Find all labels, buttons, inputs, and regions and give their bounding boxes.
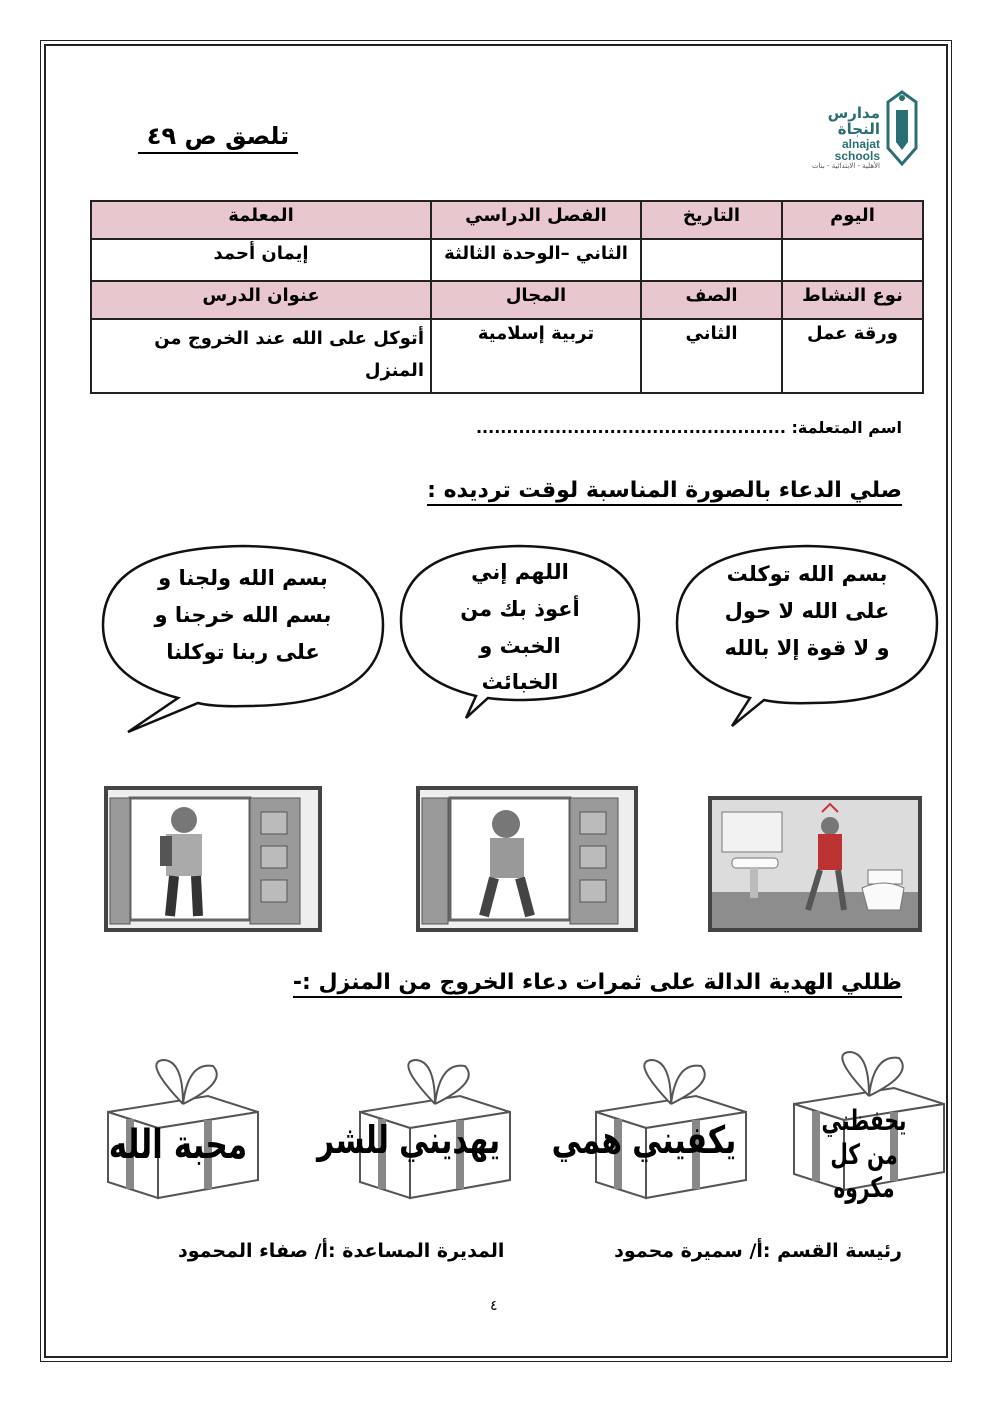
speech-bubble-2 bbox=[396, 540, 644, 720]
table-row bbox=[91, 281, 923, 319]
department-head-signature: رئيسة القسم :أ/ سميرة محمود bbox=[614, 1240, 902, 1262]
gift-box-2[interactable] bbox=[551, 1052, 756, 1202]
leaving-home-image bbox=[416, 786, 638, 932]
table-row bbox=[91, 201, 923, 239]
header-semester: الفصل الدراسي bbox=[431, 201, 641, 239]
value-lesson-title: أتوكل على الله عند الخروج من المنزل bbox=[91, 319, 431, 393]
value-day bbox=[782, 239, 923, 281]
student-name-line: ................................................... bbox=[475, 418, 786, 437]
header-date: التاريخ bbox=[641, 201, 782, 239]
school-logo bbox=[800, 88, 920, 168]
bubble-text-3: بسم الله ولجنا و بسم الله خرجنا و على ربنا توكلنا bbox=[154, 566, 332, 664]
value-semester: الثاني –الوحدة الثالثة bbox=[431, 239, 641, 281]
gift-label-4: محبة الله bbox=[108, 1122, 248, 1168]
header-day: اليوم bbox=[782, 201, 923, 239]
gift-box-3[interactable] bbox=[317, 1052, 520, 1202]
logo-subtitle: الأهلية - الابتدائية - بنات bbox=[812, 161, 880, 170]
logo-mark-icon bbox=[884, 88, 920, 168]
student-name-field[interactable] bbox=[476, 418, 902, 437]
header-teacher: المعلمة bbox=[91, 201, 431, 239]
value-teacher: إيمان أحمد bbox=[91, 239, 431, 281]
bubble-text-1: بسم الله توكلت على الله لا حول و لا قوة إلا بالله bbox=[724, 562, 890, 660]
value-grade: الثاني bbox=[641, 319, 782, 393]
speech-bubble-3 bbox=[98, 540, 388, 736]
gift-label-2: يكفيني همي bbox=[551, 1118, 737, 1162]
header-lesson-title: عنوان الدرس bbox=[91, 281, 431, 319]
value-activity-type: ورقة عمل bbox=[782, 319, 923, 393]
table-row bbox=[91, 239, 923, 281]
page-number: ٤ bbox=[490, 1298, 498, 1314]
lesson-info-table bbox=[90, 200, 924, 394]
gift-label-3: يهديني للشر bbox=[317, 1118, 501, 1162]
sticker-note: تلصق ص ٤٩ bbox=[138, 122, 298, 154]
entering-home-image bbox=[104, 786, 322, 932]
header-grade: الصف bbox=[641, 281, 782, 319]
logo-english-name: alnajat schools bbox=[834, 136, 880, 164]
speech-bubble-1 bbox=[672, 538, 942, 728]
gift-box-1[interactable] bbox=[774, 1044, 954, 1205]
assistant-principal-signature: المديرة المساعدة :أ/ صفاء المحمود bbox=[178, 1240, 505, 1262]
value-date bbox=[641, 239, 782, 281]
header-subject: المجال bbox=[431, 281, 641, 319]
student-name-label: اسم المتعلمة: bbox=[791, 418, 902, 437]
bathroom-image bbox=[708, 796, 922, 932]
question-two: ظللي الهدية الدالة على ثمرات دعاء الخروج من المنزل :- bbox=[293, 970, 902, 998]
header-activity-type: نوع النشاط bbox=[782, 281, 923, 319]
logo-arabic-name: مدارس النجاة bbox=[827, 104, 880, 138]
table-row bbox=[91, 319, 923, 393]
value-subject: تربية إسلامية bbox=[431, 319, 641, 393]
question-one: صلي الدعاء بالصورة المناسبة لوقت ترديده : bbox=[427, 478, 902, 506]
gift-box-4[interactable] bbox=[88, 1052, 268, 1202]
gift-label-1: يحفظني من كل مكروه bbox=[821, 1104, 907, 1205]
bubble-text-2: اللهم إني أعوذ بك من الخبث و الخبائث bbox=[460, 560, 580, 695]
